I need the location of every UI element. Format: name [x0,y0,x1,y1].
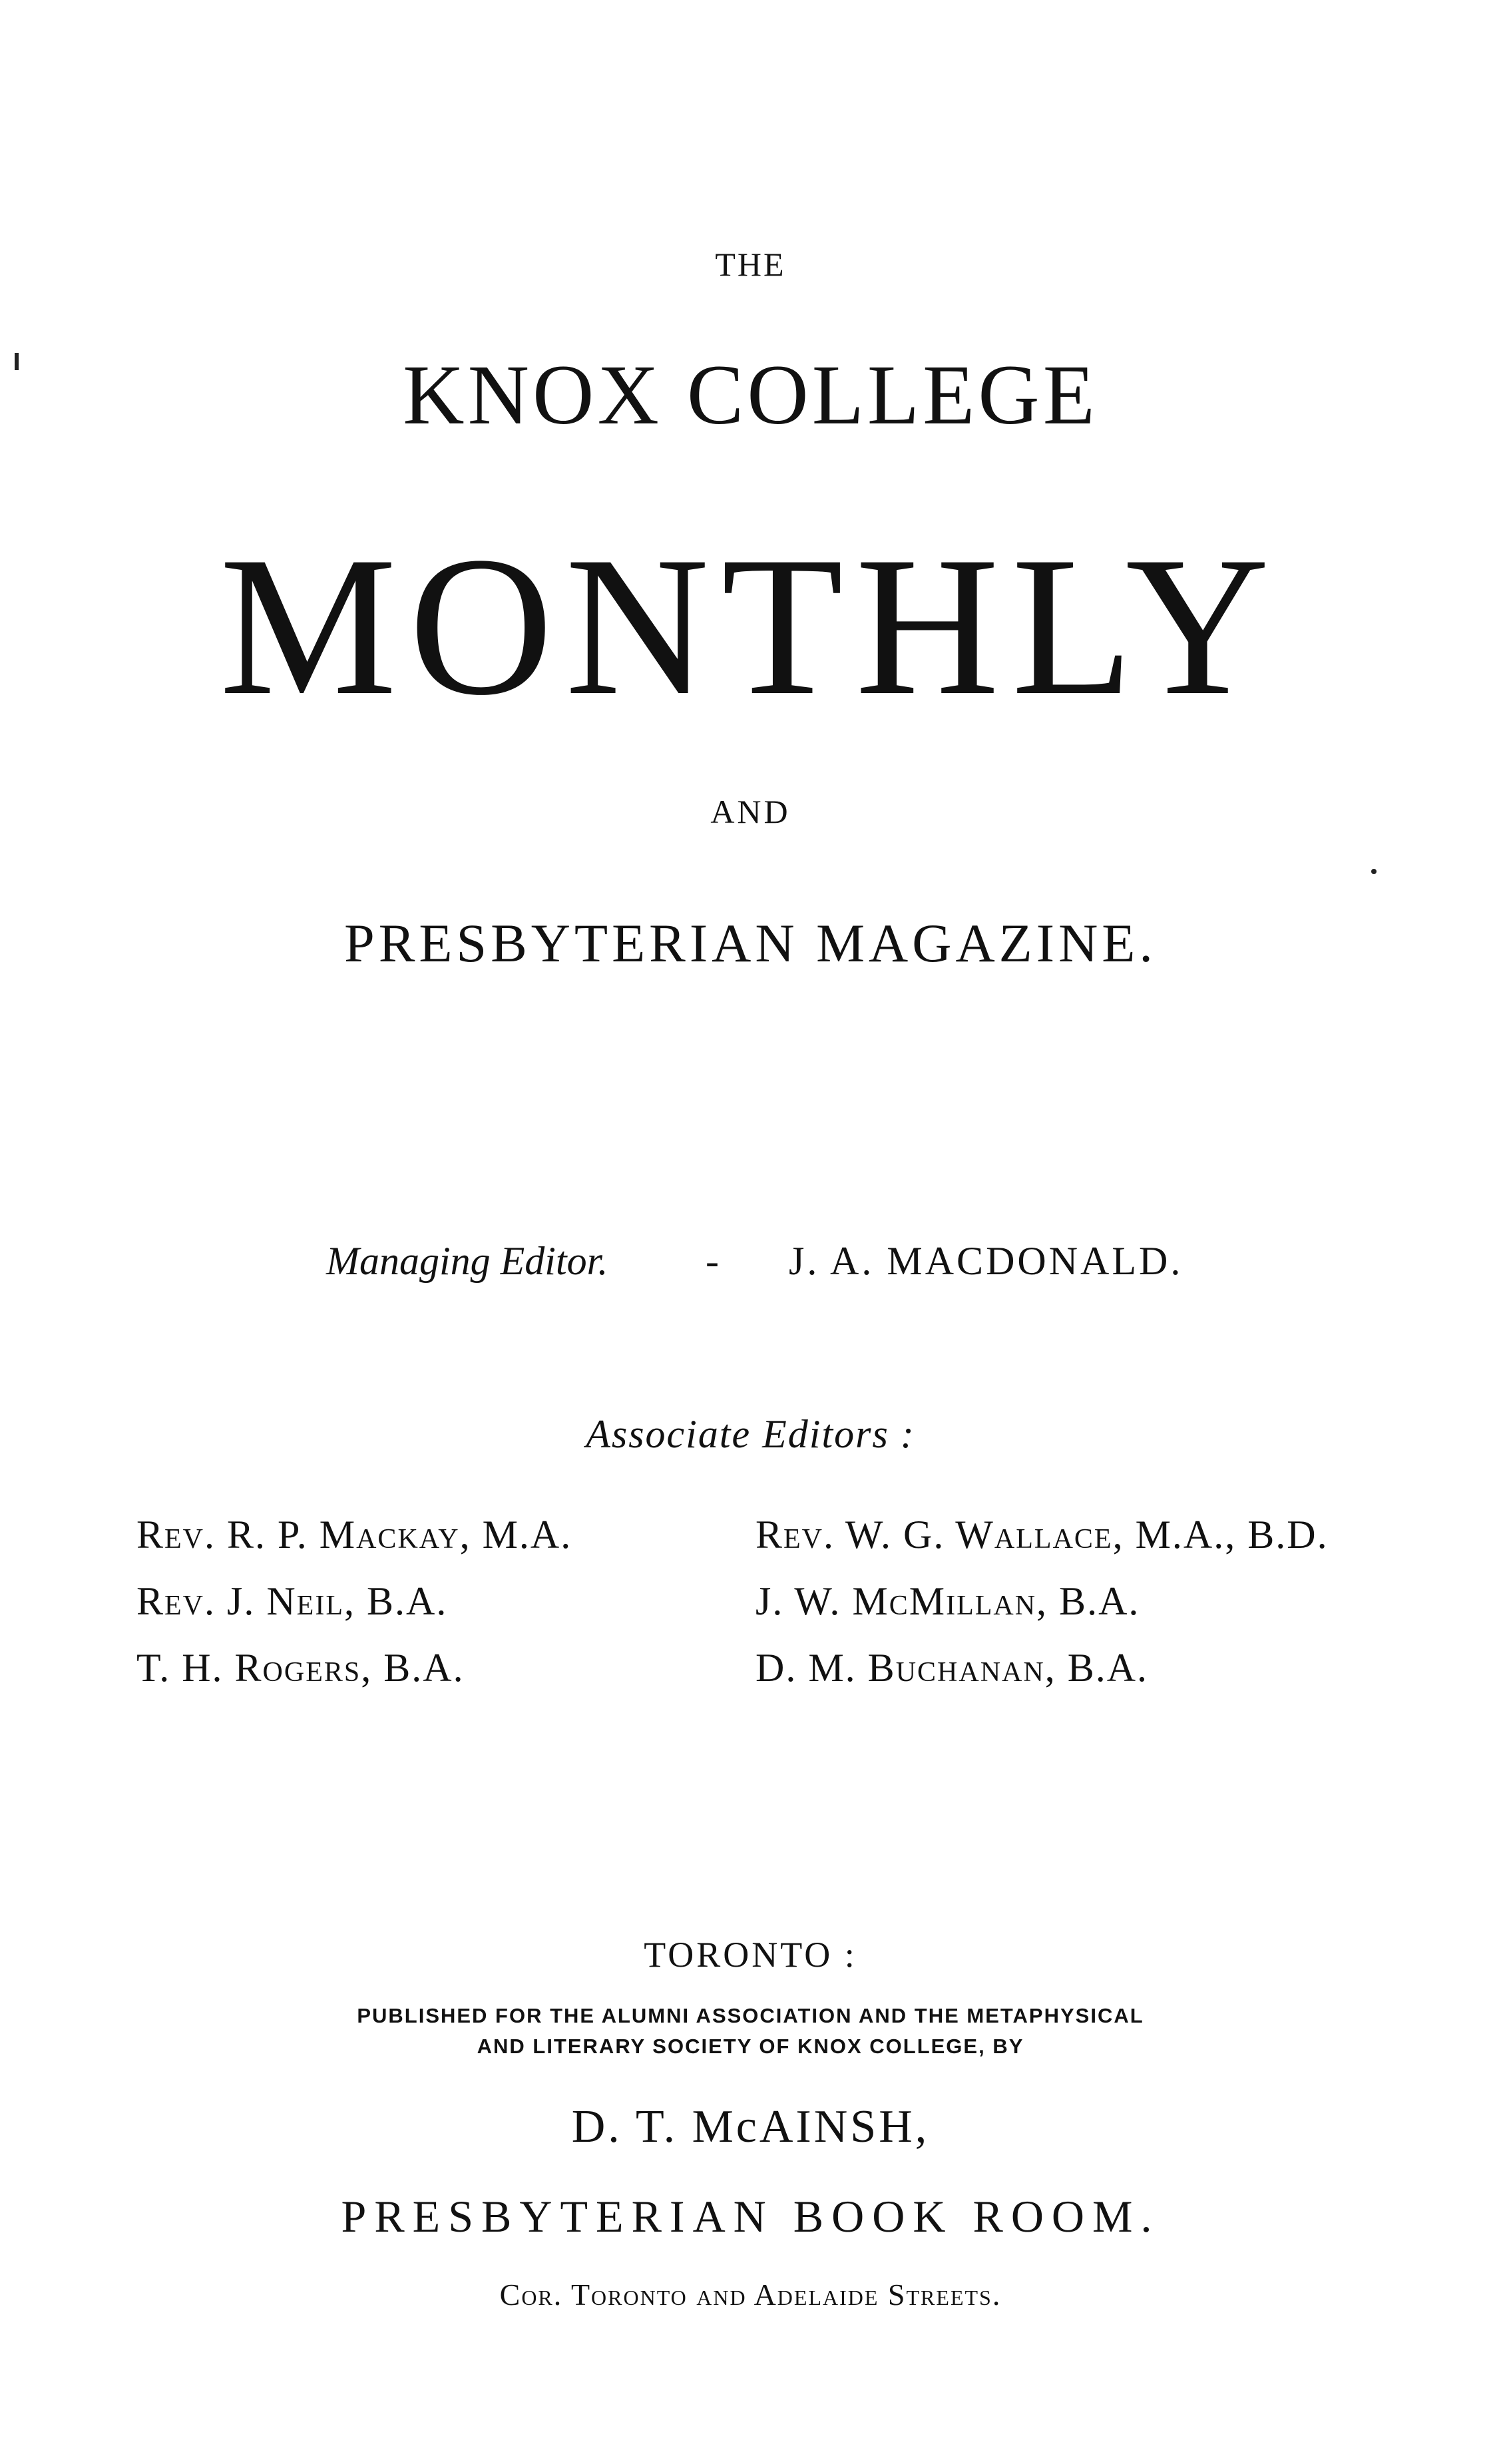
associate-editors-left-column [136,1501,572,1701]
imprint-published-line: AND LITERARY SOCIETY OF KNOX COLLEGE, BY [477,2035,1024,2058]
associate-editor: Rev. R. P. Mackay, M.A. [136,1513,572,1557]
imprint-publisher: D. T. McAINSH, [571,2101,930,2152]
associate-editors-right-column [755,1501,1329,1701]
associate-editor: Rev. W. G. Wallace, M.A., B.D. [755,1513,1329,1557]
title-the: THE [715,246,786,283]
managing-editor-dash: - [706,1239,719,1283]
imprint-published-by [0,2001,1501,2062]
managing-editor-name: J. A. MACDONALD. [789,1239,1183,1283]
imprint-shop: PRESBYTERIAN BOOK ROOM. [341,2191,1160,2242]
associate-editor: J. W. McMillan, B.A. [755,1579,1140,1623]
margin-speck [1371,869,1377,874]
title-monthly: MONTHLY [219,515,1282,736]
title-college: KNOX COLLEGE [403,348,1098,442]
imprint-address: Cor. Toronto and Adelaide Streets. [499,2278,1002,2312]
imprint-city: TORONTO : [644,1935,857,1975]
imprint-published-line: PUBLISHED FOR THE ALUMNI ASSOCIATION AND THE METAPHYSICAL [357,2004,1144,2027]
associate-editors-heading: Associate Editors : [586,1412,915,1456]
associate-editor: D. M. Buchanan, B.A. [755,1646,1149,1690]
title-magazine: PRESBYTERIAN MAGAZINE. [344,913,1157,973]
title-and: AND [710,793,791,830]
managing-editor-line [0,1238,1501,1292]
managing-editor-role: Managing Editor. [326,1239,608,1283]
associate-editor: Rev. J. Neil, B.A. [136,1579,448,1623]
associate-editor: T. H. Rogers, B.A. [136,1646,465,1690]
